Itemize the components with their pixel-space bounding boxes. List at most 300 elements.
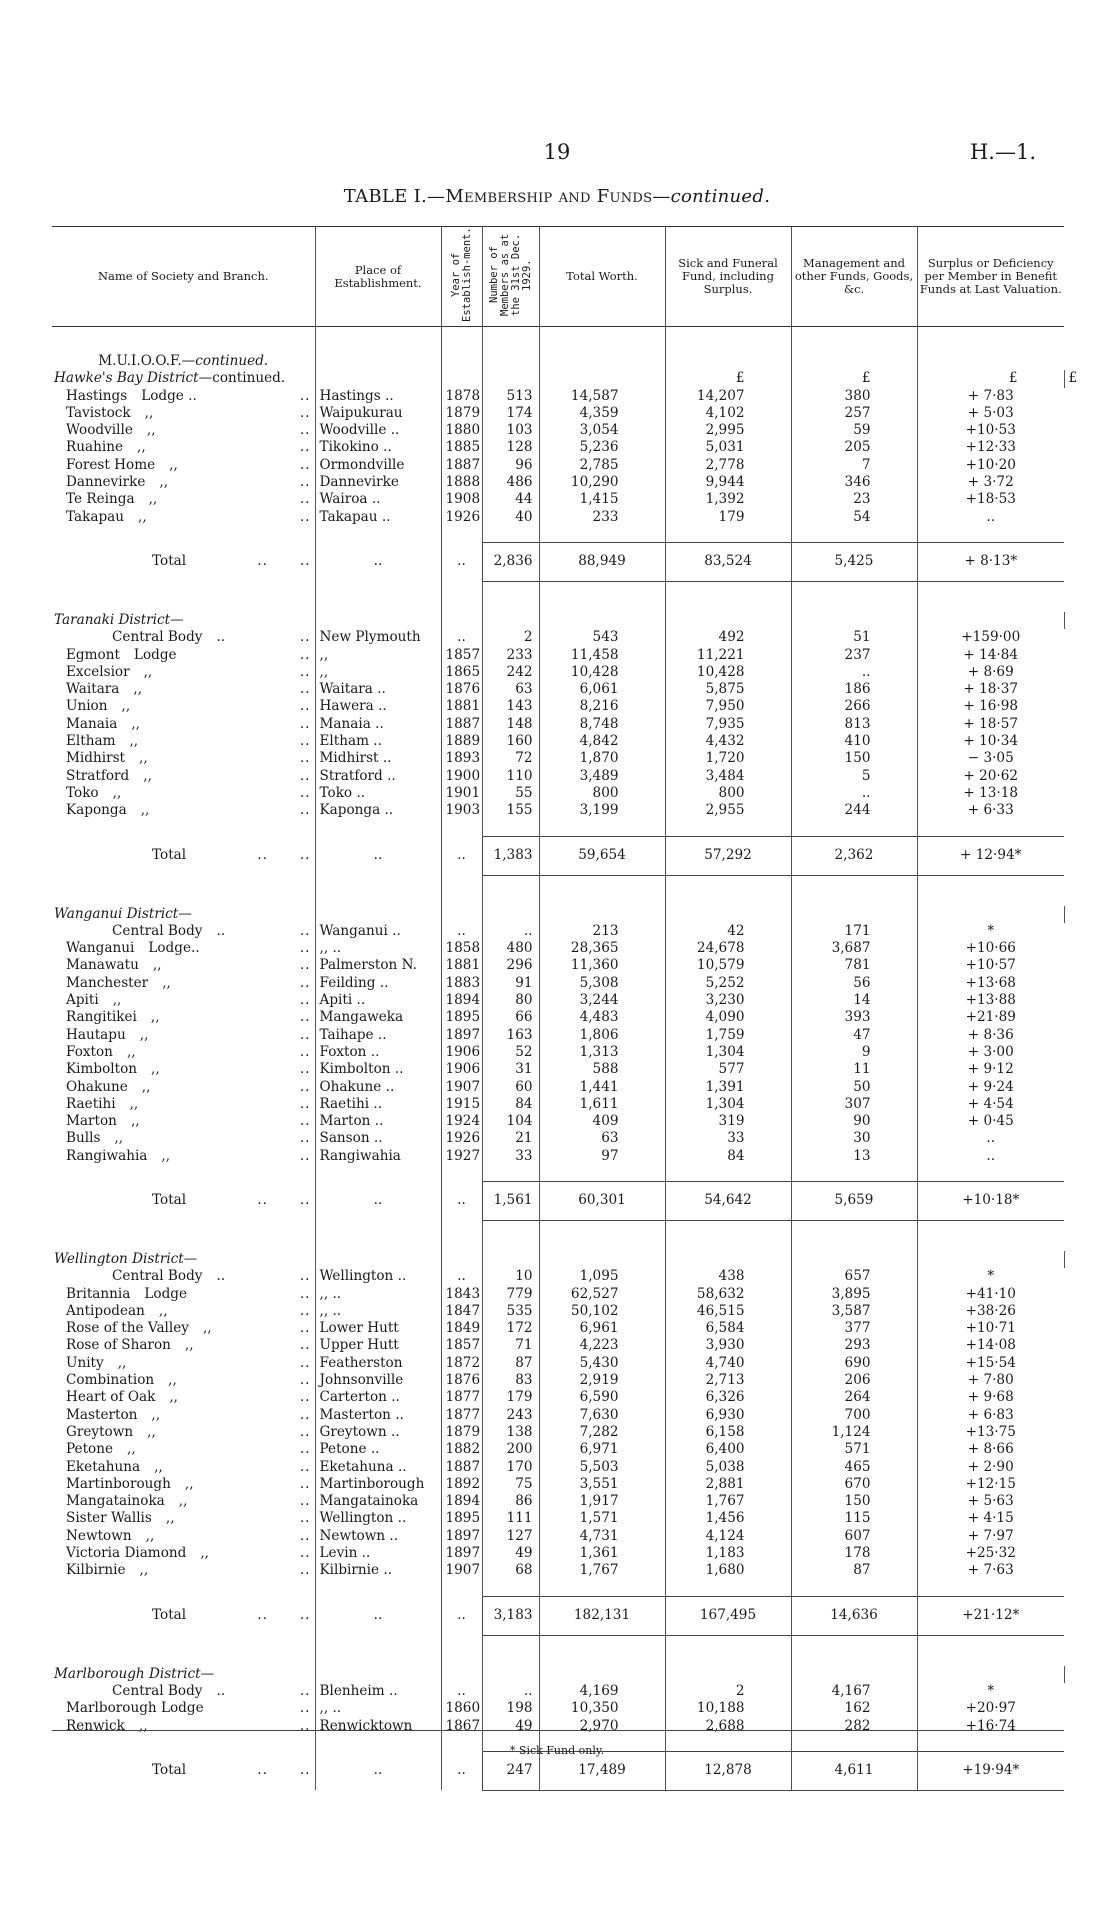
member-count: 31 xyxy=(482,1061,539,1078)
spacer-cell xyxy=(665,581,791,612)
place-of-establishment: Woodville .. xyxy=(315,422,441,439)
place-of-establishment: Blenheim .. xyxy=(315,1683,441,1700)
branch-kind: ,, xyxy=(127,1441,136,1458)
management-funds: 23 xyxy=(791,491,917,508)
management-funds: 607 xyxy=(791,1528,917,1545)
sick-funeral-fund: 1,392 xyxy=(665,491,791,508)
year-established: 1894 xyxy=(441,1493,482,1510)
empty-cell xyxy=(539,1251,665,1268)
surplus-per-member: +159·00 xyxy=(917,629,1064,646)
place-of-establishment: Hawera .. xyxy=(315,698,441,715)
table-row xyxy=(52,1286,1064,1303)
sick-funeral-fund: 6,158 xyxy=(665,1424,791,1441)
branch-name xyxy=(52,1700,315,1717)
branch-kind: ,, xyxy=(165,1510,175,1527)
total-mgmt: 14,636 xyxy=(791,1596,917,1635)
district-name-text: Wanganui District xyxy=(54,905,179,922)
management-funds: 410 xyxy=(791,733,917,750)
member-count: 110 xyxy=(482,768,539,785)
sick-funeral-fund: 2,688 xyxy=(665,1718,791,1735)
place-of-establishment: Hastings .. xyxy=(315,388,441,405)
surplus-per-member: +21·89 xyxy=(917,1009,1064,1026)
surplus-per-member: +18·53 xyxy=(917,491,1064,508)
year-established: 1907 xyxy=(441,1562,482,1579)
total-worth: 1,806 xyxy=(539,1027,665,1044)
branch-kind: ,, xyxy=(121,698,131,715)
spacer-cell xyxy=(917,1580,1064,1597)
sick-funeral-fund: 1,680 xyxy=(665,1562,791,1579)
spacer-cell xyxy=(52,526,315,543)
sick-funeral-fund: 2,995 xyxy=(665,422,791,439)
branch-name-text: Tavistock xyxy=(66,404,131,421)
surplus-per-member: + 7·80 xyxy=(917,1372,1064,1389)
district-name-text: Taranaki District xyxy=(54,611,171,628)
table-row xyxy=(52,1113,1064,1130)
management-funds: 1,124 xyxy=(791,1424,917,1441)
spacer-cell xyxy=(539,526,665,543)
member-count: 49 xyxy=(482,1545,539,1562)
district-heading-row: Hawke's Bay District—continued. £ £ £ £ xyxy=(54,370,1078,387)
place-of-establishment: Waipukurau xyxy=(315,405,441,422)
sick-funeral-fund: 1,304 xyxy=(665,1096,791,1113)
header-place: Place of Establishment. xyxy=(315,227,441,327)
total-members: 247 xyxy=(482,1751,539,1790)
total-label xyxy=(52,1181,315,1220)
branch-name-text: Manawatu xyxy=(66,957,139,974)
table-row xyxy=(52,750,1064,767)
surplus-per-member: +10·71 xyxy=(917,1320,1064,1337)
place-of-establishment: Foxton .. xyxy=(315,1044,441,1061)
table-row xyxy=(52,491,1064,508)
member-count: 91 xyxy=(482,975,539,992)
branch-kind: ,, xyxy=(151,1061,160,1078)
sick-funeral-fund: 1,759 xyxy=(665,1027,791,1044)
place-of-establishment: Raetihi .. xyxy=(315,1096,441,1113)
branch-name xyxy=(52,1320,315,1337)
place-of-establishment: Waitara .. xyxy=(315,681,441,698)
branch-name-text: Central Body xyxy=(112,629,203,646)
branch-name-text: Petone xyxy=(66,1441,114,1458)
total-worth: 5,308 xyxy=(539,975,665,992)
spacer-cell xyxy=(441,1635,482,1666)
branch-kind: ,, xyxy=(168,1372,177,1389)
spacer-cell xyxy=(791,526,917,543)
spacer-cell xyxy=(315,820,441,837)
surplus-per-member: + 5·03 xyxy=(917,405,1064,422)
year-established: 1895 xyxy=(441,1510,482,1527)
member-count: 779 xyxy=(482,1286,539,1303)
management-funds: 3,687 xyxy=(791,940,917,957)
branch-name xyxy=(52,1009,315,1026)
management-funds: 150 xyxy=(791,1493,917,1510)
branch-name-text: Newtown xyxy=(66,1527,132,1544)
year-established: 1887 xyxy=(441,1459,482,1476)
total-place: .. xyxy=(315,1181,441,1220)
total-worth: 11,360 xyxy=(539,957,665,974)
year-established: 1880 xyxy=(441,422,482,439)
leader-dots: .. xyxy=(299,508,311,525)
branch-name-text: Marlborough Lodge xyxy=(66,1700,204,1717)
leader-dots: .. xyxy=(299,1717,311,1734)
leader-dots: .. xyxy=(299,940,311,957)
spacer-cell xyxy=(315,875,441,906)
member-count: 84 xyxy=(482,1096,539,1113)
management-funds: 5 xyxy=(791,768,917,785)
year-established: 1881 xyxy=(441,957,482,974)
branch-kind: ,, xyxy=(169,1389,178,1406)
branch-kind: ,, xyxy=(138,508,147,525)
branch-name-text: Union xyxy=(66,698,108,715)
branch-kind: ,, xyxy=(184,1475,194,1492)
total-worth: 60,301 xyxy=(539,1181,665,1220)
total-worth: 2,970 xyxy=(539,1718,665,1735)
branch-name-text: Egmont xyxy=(66,646,120,663)
branch-name xyxy=(52,698,315,715)
management-funds: 257 xyxy=(791,405,917,422)
place-of-establishment: Martinborough xyxy=(315,1476,441,1493)
member-count: 55 xyxy=(482,785,539,802)
branch-kind: ,, xyxy=(112,992,122,1009)
branch-name xyxy=(52,388,315,405)
year-established: 1894 xyxy=(441,992,482,1009)
branch-name xyxy=(52,1130,315,1147)
member-count: .. xyxy=(482,1683,539,1700)
leader-dots: .. xyxy=(299,733,311,750)
member-count: 138 xyxy=(482,1424,539,1441)
total-worth: 7,282 xyxy=(539,1424,665,1441)
surplus-per-member: + 9·24 xyxy=(917,1079,1064,1096)
year-established: 1908 xyxy=(441,491,482,508)
sick-funeral-fund: 2 xyxy=(665,1683,791,1700)
branch-kind: ,, xyxy=(117,1354,127,1371)
member-count: 63 xyxy=(482,681,539,698)
surplus-per-member: + 4·15 xyxy=(917,1510,1064,1527)
total-label xyxy=(52,836,315,875)
branch-kind: Lodge .. xyxy=(141,387,197,404)
year-established: 1900 xyxy=(441,768,482,785)
branch-name-text: Renwick xyxy=(66,1717,125,1734)
district-heading-row xyxy=(52,612,1064,629)
branch-kind: ,, xyxy=(129,1095,139,1112)
total-sick: 54,642 xyxy=(665,1181,791,1220)
table-row xyxy=(52,1009,1064,1026)
branch-name xyxy=(52,1044,315,1061)
currency-symbol xyxy=(665,906,791,923)
branch-kind: ,, xyxy=(130,1113,140,1130)
surplus-per-member: +10·53 xyxy=(917,422,1064,439)
leader-dots: .. xyxy=(299,646,311,663)
management-funds: 380 xyxy=(791,388,917,405)
currency-symbol xyxy=(791,612,917,629)
leader-dots: .. xyxy=(299,439,311,456)
surplus-per-member: +10·20 xyxy=(917,457,1064,474)
branch-name-text: Kilbirnie xyxy=(66,1562,126,1579)
place-of-establishment: Wellington .. xyxy=(315,1510,441,1527)
sick-funeral-fund: 7,950 xyxy=(665,698,791,715)
empty-cell xyxy=(482,906,539,923)
total-worth: 17,489 xyxy=(539,1751,665,1790)
branch-kind: ,, xyxy=(178,1493,188,1510)
management-funds: 205 xyxy=(791,439,917,456)
management-funds: 465 xyxy=(791,1459,917,1476)
member-count: .. xyxy=(482,923,539,940)
management-funds: 307 xyxy=(791,1096,917,1113)
surplus-per-member: +12·33 xyxy=(917,439,1064,456)
table-row xyxy=(52,1562,1064,1579)
branch-kind: Lodge.. xyxy=(148,940,200,957)
sick-funeral-fund: 6,400 xyxy=(665,1441,791,1458)
total-year: .. xyxy=(441,836,482,875)
year-established: 1907 xyxy=(441,1079,482,1096)
total-worth: 3,551 xyxy=(539,1476,665,1493)
branch-name xyxy=(52,439,315,456)
management-funds: 14 xyxy=(791,992,917,1009)
member-count: 72 xyxy=(482,750,539,767)
surplus-per-member: * xyxy=(917,1683,1064,1700)
sick-funeral-fund: 4,740 xyxy=(665,1355,791,1372)
management-funds: 115 xyxy=(791,1510,917,1527)
place-of-establishment: Stratford .. xyxy=(315,768,441,785)
leader-dots: .. xyxy=(299,1441,311,1458)
management-funds: 3,587 xyxy=(791,1303,917,1320)
total-surplus: + 12·94* xyxy=(917,836,1064,875)
management-funds: 7 xyxy=(791,457,917,474)
sick-funeral-fund: 1,456 xyxy=(665,1510,791,1527)
total-year: .. xyxy=(441,542,482,581)
place-of-establishment: Taihape .. xyxy=(315,1027,441,1044)
branch-name xyxy=(52,1061,315,1078)
surplus-per-member: + 3·72 xyxy=(917,474,1064,491)
year-established: 1879 xyxy=(441,1424,482,1441)
branch-name xyxy=(52,768,315,785)
total-worth: 11,458 xyxy=(539,647,665,664)
member-count: 127 xyxy=(482,1528,539,1545)
surplus-per-member: +14·08 xyxy=(917,1337,1064,1354)
total-worth: 6,961 xyxy=(539,1320,665,1337)
management-funds: 9 xyxy=(791,1044,917,1061)
table-row xyxy=(52,1320,1064,1337)
place-of-establishment: Marton .. xyxy=(315,1113,441,1130)
surplus-per-member: + 9·12 xyxy=(917,1061,1064,1078)
leader-dots: .. xyxy=(299,663,311,680)
surplus-per-member: + 3·00 xyxy=(917,1044,1064,1061)
surplus-per-member: + 16·98 xyxy=(917,698,1064,715)
branch-name xyxy=(52,457,315,474)
surplus-per-member: + 5·63 xyxy=(917,1493,1064,1510)
member-count: 75 xyxy=(482,1476,539,1493)
leader-dots: .. xyxy=(299,1562,311,1579)
leader-dots: .. xyxy=(299,784,311,801)
table-row xyxy=(52,509,1064,526)
total-worth: 6,971 xyxy=(539,1441,665,1458)
district-name-text: Wellington District xyxy=(54,1250,184,1267)
branch-name-text: Victoria Diamond xyxy=(66,1545,187,1562)
district-name-text: Marlborough District xyxy=(54,1665,201,1682)
spacer-cell xyxy=(315,1580,441,1597)
currency-symbol xyxy=(791,1251,917,1268)
year-established: 1877 xyxy=(441,1389,482,1406)
branch-name-text: Hastings xyxy=(66,387,128,404)
table-row xyxy=(52,1459,1064,1476)
branch-name xyxy=(52,491,315,508)
branch-name-text: Hautapu xyxy=(66,1026,126,1043)
empty-cell xyxy=(441,1251,482,1268)
member-count: 52 xyxy=(482,1044,539,1061)
spacer-cell xyxy=(52,581,315,612)
society-name-text: M.U.I.O.O.F.— xyxy=(98,353,196,369)
total-worth: 233 xyxy=(539,509,665,526)
management-funds: 171 xyxy=(791,923,917,940)
branch-kind: ,, xyxy=(131,715,140,732)
table-row xyxy=(52,1268,1064,1285)
surplus-per-member: + 10·34 xyxy=(917,733,1064,750)
branch-name-text: Kaponga xyxy=(66,802,127,819)
branch-kind: ,, xyxy=(129,733,139,750)
year-established: 1843 xyxy=(441,1286,482,1303)
surplus-per-member: + 18·57 xyxy=(917,716,1064,733)
total-worth: 3,199 xyxy=(539,802,665,819)
table-body xyxy=(52,327,1078,1791)
management-funds: 244 xyxy=(791,802,917,819)
surplus-per-member: * xyxy=(917,1268,1064,1285)
table-row xyxy=(52,1061,1064,1078)
branch-name xyxy=(52,1476,315,1493)
management-funds: 162 xyxy=(791,1700,917,1717)
member-count: 44 xyxy=(482,491,539,508)
sick-funeral-fund: 3,230 xyxy=(665,992,791,1009)
place-of-establishment: ,, .. xyxy=(315,1700,441,1717)
branch-name xyxy=(52,802,315,819)
branch-name xyxy=(52,1545,315,1562)
place-of-establishment: Dannevirke xyxy=(315,474,441,491)
leader-dots: .. xyxy=(299,629,311,646)
table-header-row xyxy=(52,227,1064,327)
branch-kind: ,, xyxy=(143,663,153,680)
surplus-per-member: +41·10 xyxy=(917,1286,1064,1303)
header-name: Name of Society and Branch. xyxy=(52,227,315,327)
sick-funeral-fund: 10,579 xyxy=(665,957,791,974)
spacer-cell xyxy=(52,1165,315,1182)
sick-funeral-fund: 1,767 xyxy=(665,1493,791,1510)
branch-name-text: Central Body xyxy=(112,922,203,939)
sick-funeral-fund: 24,678 xyxy=(665,940,791,957)
place-of-establishment: Johnsonville xyxy=(315,1372,441,1389)
empty-cell xyxy=(315,1251,441,1268)
branch-kind: .. xyxy=(216,1268,226,1285)
branch-kind: .. xyxy=(216,629,226,646)
branch-name-text: Marton xyxy=(66,1113,117,1130)
spacer-row xyxy=(52,1635,1064,1666)
district-suffix: — xyxy=(183,1250,198,1267)
total-worth: 3,244 xyxy=(539,992,665,1009)
table-row xyxy=(52,1303,1064,1320)
total-label-text: Total xyxy=(152,1606,187,1623)
management-funds: 150 xyxy=(791,750,917,767)
management-funds: 50 xyxy=(791,1079,917,1096)
branch-kind: ,, xyxy=(143,767,152,784)
spacer-cell xyxy=(441,526,482,543)
sick-funeral-fund: 4,102 xyxy=(665,405,791,422)
society-name xyxy=(52,327,315,371)
branch-kind: ,, xyxy=(169,456,178,473)
table-row xyxy=(52,1044,1064,1061)
member-count: 143 xyxy=(482,698,539,715)
leader-dots: .. xyxy=(299,1061,311,1078)
page-number: 19 xyxy=(543,140,571,164)
year-established: .. xyxy=(441,923,482,940)
total-year: .. xyxy=(441,1181,482,1220)
year-established: 1906 xyxy=(441,1044,482,1061)
leader-dots: .. xyxy=(299,1458,311,1475)
branch-kind: ,, xyxy=(137,439,146,456)
table-row xyxy=(52,957,1064,974)
member-count: 486 xyxy=(482,474,539,491)
leader-dots: .. xyxy=(299,1700,311,1717)
sick-funeral-fund: 2,713 xyxy=(665,1372,791,1389)
place-of-establishment: ,, .. xyxy=(315,1303,441,1320)
total-place: .. xyxy=(315,1596,441,1635)
table-row xyxy=(52,474,1064,491)
total-worth: 88,949 xyxy=(539,542,665,581)
district-total-row xyxy=(52,542,1064,581)
branch-name-text: Rangitikei xyxy=(66,1009,137,1026)
year-established: 1915 xyxy=(441,1096,482,1113)
header-surplus: Surplus or Deficiency per Member in Benefit Funds at Last Valuation. xyxy=(917,227,1064,327)
total-worth: 1,611 xyxy=(539,1096,665,1113)
spacer-cell xyxy=(441,1165,482,1182)
spacer-cell xyxy=(315,581,441,612)
management-funds: 90 xyxy=(791,1113,917,1130)
total-year: .. xyxy=(441,1596,482,1635)
year-established: 1892 xyxy=(441,1476,482,1493)
sick-funeral-fund: 3,930 xyxy=(665,1337,791,1354)
place-of-establishment: Mangaweka xyxy=(315,1009,441,1026)
sick-funeral-fund: 2,955 xyxy=(665,802,791,819)
branch-name-text: Eltham xyxy=(66,733,116,750)
header-year-text: Year of Establish-ment. xyxy=(449,227,473,323)
total-worth: 1,415 xyxy=(539,491,665,508)
leader-dots: .. xyxy=(299,698,311,715)
branch-name-text: Britannia xyxy=(66,1285,131,1302)
table-row xyxy=(52,1700,1064,1717)
branch-name xyxy=(52,1389,315,1406)
place-of-establishment: Kilbirnie .. xyxy=(315,1562,441,1579)
member-count: 513 xyxy=(482,388,539,405)
place-of-establishment: Masterton .. xyxy=(315,1407,441,1424)
surplus-per-member: +10·57 xyxy=(917,957,1064,974)
total-worth: 6,590 xyxy=(539,1389,665,1406)
empty-cell xyxy=(539,612,665,629)
branch-kind: Lodge xyxy=(144,1285,188,1302)
currency-symbol: £ xyxy=(665,370,791,387)
year-established: 1865 xyxy=(441,664,482,681)
spacer-cell xyxy=(539,875,665,906)
branch-name-text: Ohakune xyxy=(66,1078,128,1095)
total-mgmt: 5,425 xyxy=(791,542,917,581)
year-established: 1857 xyxy=(441,647,482,664)
branch-name-text: Martinborough xyxy=(66,1475,171,1492)
member-count: 104 xyxy=(482,1113,539,1130)
table-row xyxy=(52,1148,1064,1165)
place-of-establishment: Feilding .. xyxy=(315,975,441,992)
branch-name xyxy=(52,1148,315,1165)
branch-name-text: Manaia xyxy=(66,715,118,732)
branch-name xyxy=(52,681,315,698)
branch-name xyxy=(52,647,315,664)
total-worth: 63 xyxy=(539,1130,665,1147)
surplus-per-member: + 18·37 xyxy=(917,681,1064,698)
empty-cell xyxy=(315,612,441,629)
